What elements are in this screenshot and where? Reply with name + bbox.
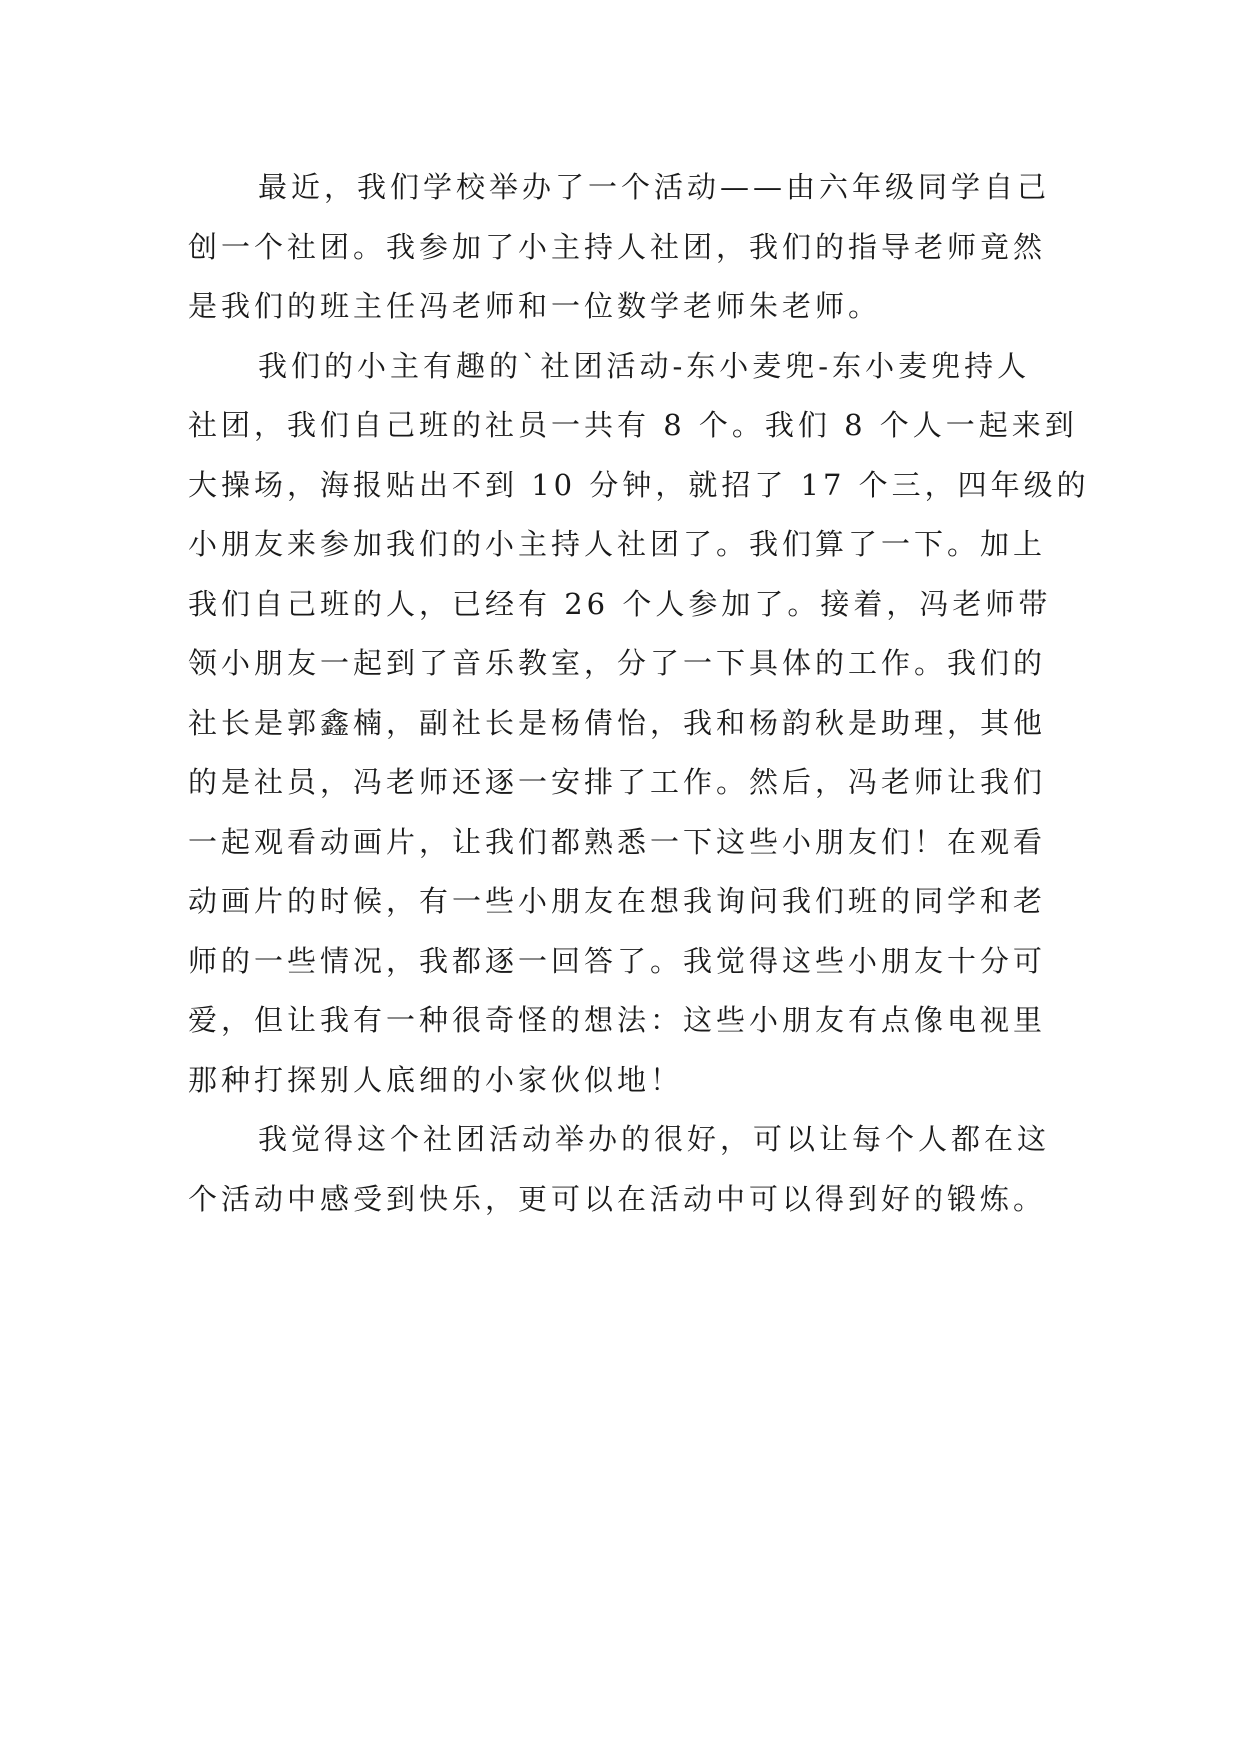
paragraph-2-line-12: 爱，但让我有一种很奇怪的想法：这些小朋友有点像电视里 xyxy=(188,1003,1047,1037)
paragraph-1-line-2: 创一个社团。我参加了小主持人社团，我们的指导老师竟然 xyxy=(188,229,1047,264)
document-body xyxy=(188,158,1090,1229)
paragraph-2-line-2: 社团，我们自己班的社员一共有 8 个。我们 8 个人一起来到 xyxy=(188,408,1078,442)
paragraph-3-line-2: 个活动中感受到快乐，更可以在活动中可以得到好的锻炼。 xyxy=(188,1181,1047,1216)
paragraph-2-line-8: 的是社员，冯老师还逐一安排了工作。然后，冯老师让我们 xyxy=(188,765,1047,799)
paragraph-2-line-5: 我们自己班的人，已经有 26 个人参加了。接着，冯老师带 xyxy=(188,586,1052,621)
paragraph-2-line-9: 一起观看动画片，让我们都熟悉一下这些小朋友们！在观看 xyxy=(188,824,1047,859)
paragraph-1-line-3: 是我们的班主任冯老师和一位数学老师朱老师。 xyxy=(188,289,882,323)
paragraph-2-line-4: 小朋友来参加我们的小主持人社团了。我们算了一下。加上 xyxy=(188,527,1047,561)
paragraph-2-line-7: 社长是郭鑫楠，副社长是杨倩怡，我和杨韵秋是助理，其他 xyxy=(188,705,1047,740)
paragraph-2-line-3: 大操场，海报贴出不到 10 分钟，就招了 17 个三，四年级的 xyxy=(188,467,1090,502)
paragraph-2-line-10: 动画片的时候，有一些小朋友在想我询问我们班的同学和老 xyxy=(188,884,1047,918)
paragraph-2-line-6: 领小朋友一起到了音乐教室，分了一下具体的工作。我们的 xyxy=(188,646,1047,680)
paragraph-1-line-1: 最近，我们学校举办了一个活动——由六年级同学自己 xyxy=(258,170,1051,204)
paragraph-3-line-1: 我觉得这个社团活动举办的很好，可以让每个人都在这 xyxy=(258,1122,1051,1156)
paragraph-2-line-1: 我们的小主有趣的`社团活动-东小麦兜-东小麦兜持人 xyxy=(258,348,1031,383)
paragraph-2-line-11: 师的一些情况，我都逐一回答了。我觉得这些小朋友十分可 xyxy=(188,943,1047,978)
paragraph-2-line-13: 那种打探别人底细的小家伙似地！ xyxy=(188,1062,684,1097)
